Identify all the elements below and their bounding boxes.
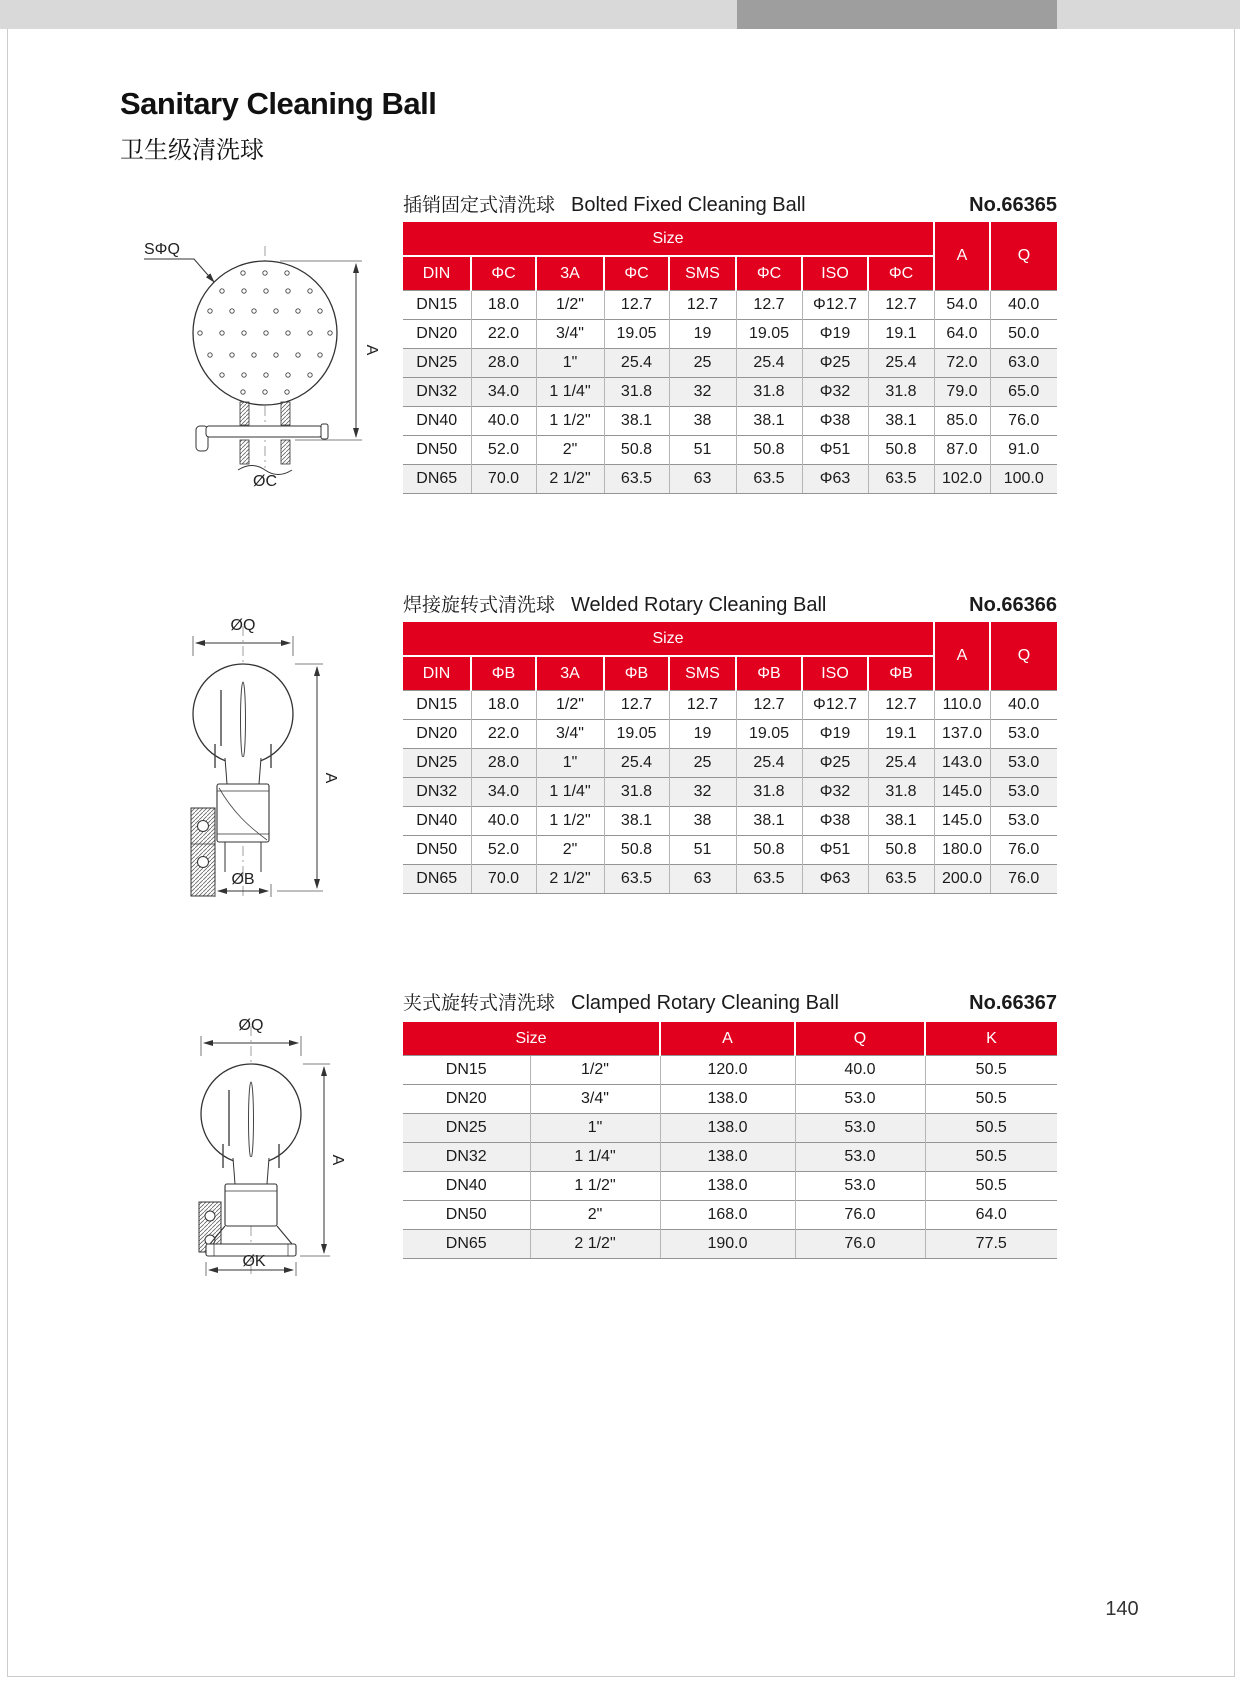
table-cell: 91.0 <box>990 436 1057 465</box>
spec-table-welded-rotary <box>403 622 1057 894</box>
table-cell: DN20 <box>403 720 471 749</box>
table-cell: 53.0 <box>795 1172 925 1201</box>
table-cell: 31.8 <box>604 378 669 407</box>
ball-diameter-label: ØQ <box>230 617 256 634</box>
subheader-phib-4: ΦB <box>868 656 934 691</box>
table-row <box>403 778 1057 807</box>
subheader-iso: ISO <box>802 256 868 291</box>
subheader-din: DIN <box>403 656 471 691</box>
table-cell: Φ38 <box>802 407 868 436</box>
table-cell: DN32 <box>403 778 471 807</box>
slotted-ball-outline <box>193 664 293 764</box>
table-cell: 70.0 <box>471 465 536 494</box>
table-cell: 12.7 <box>604 291 669 320</box>
header-size: Size <box>403 222 934 256</box>
table-cell: 52.0 <box>471 436 536 465</box>
table-cell: 63.5 <box>736 865 802 894</box>
header-a: A <box>934 622 990 691</box>
table-cell: 138.0 <box>660 1172 795 1201</box>
table-cell: 3/4" <box>530 1085 660 1114</box>
header-q: Q <box>795 1022 925 1056</box>
section-title-welded-rotary <box>403 590 1057 617</box>
table-cell: 1 1/4" <box>536 778 604 807</box>
table-cell: 28.0 <box>471 349 536 378</box>
table-cell: 12.7 <box>868 691 934 720</box>
table-cell: 2" <box>536 436 604 465</box>
table-cell: 53.0 <box>990 720 1057 749</box>
table-cell: DN15 <box>403 291 471 320</box>
model-number: No.66367 <box>969 992 1057 1014</box>
table-cell: 12.7 <box>736 691 802 720</box>
table-cell: 38.1 <box>868 807 934 836</box>
table-cell: Φ63 <box>802 865 868 894</box>
subheader-3a: 3A <box>536 256 604 291</box>
page-title: Sanitary Cleaning Ball <box>120 86 437 121</box>
table-cell: 1 1/2" <box>536 807 604 836</box>
subheader-phib-3: ΦB <box>736 656 802 691</box>
table-cell: 190.0 <box>660 1230 795 1259</box>
table-cell: 40.0 <box>990 691 1057 720</box>
table-cell: DN32 <box>403 378 471 407</box>
table-cell: 40.0 <box>990 291 1057 320</box>
table-cell: 25.4 <box>736 749 802 778</box>
table-cell: DN20 <box>403 1085 530 1114</box>
table-cell: DN15 <box>403 1056 530 1085</box>
table-row <box>403 291 1057 320</box>
table-cell: 63 <box>669 465 736 494</box>
table-cell: DN65 <box>403 465 471 494</box>
height-dimension-label: A <box>322 772 339 784</box>
spec-table-bolted-fixed <box>403 222 1057 494</box>
section-title-chinese: 焊接旋转式清洗球 <box>403 595 556 616</box>
table-cell: 25.4 <box>868 749 934 778</box>
table-cell: DN20 <box>403 320 471 349</box>
table-row <box>403 1114 1057 1143</box>
table-cell: Φ51 <box>802 436 868 465</box>
table-cell: 64.0 <box>925 1201 1057 1230</box>
subheader-phic-2: ΦC <box>604 256 669 291</box>
table-row <box>403 807 1057 836</box>
table-cell: Φ32 <box>802 378 868 407</box>
table-cell: 53.0 <box>795 1114 925 1143</box>
table-cell: Φ32 <box>802 778 868 807</box>
table-cell: 3/4" <box>536 720 604 749</box>
page-title-block <box>120 86 436 165</box>
table-cell: 18.0 <box>471 291 536 320</box>
table-cell: 1" <box>536 749 604 778</box>
section-title-english: Welded Rotary Cleaning Ball <box>571 594 827 616</box>
table-row <box>403 1085 1057 1114</box>
table-cell: Φ38 <box>802 807 868 836</box>
model-number: No.66366 <box>969 594 1057 616</box>
table-row <box>403 749 1057 778</box>
table-cell: Φ25 <box>802 349 868 378</box>
table-cell: Φ12.7 <box>802 291 868 320</box>
subheader-phib-2: ΦB <box>604 656 669 691</box>
table-cell: 72.0 <box>934 349 990 378</box>
table-cell: 38.1 <box>604 807 669 836</box>
table-row <box>403 1056 1057 1085</box>
table-row <box>403 720 1057 749</box>
section-title-english: Clamped Rotary Cleaning Ball <box>571 992 839 1014</box>
table-cell: 38.1 <box>736 807 802 836</box>
table-cell: 25 <box>669 349 736 378</box>
table-cell: 51 <box>669 836 736 865</box>
table-cell: 52.0 <box>471 836 536 865</box>
table-cell: 50.8 <box>868 836 934 865</box>
top-header-band-dark-segment <box>737 0 1057 29</box>
header-a: A <box>934 222 990 291</box>
table-cell: 28.0 <box>471 749 536 778</box>
table-cell: 19.05 <box>736 720 802 749</box>
table-cell: Φ12.7 <box>802 691 868 720</box>
table-row <box>403 407 1057 436</box>
table-cell: 138.0 <box>660 1085 795 1114</box>
table-cell: DN25 <box>403 749 471 778</box>
table-cell: 38.1 <box>868 407 934 436</box>
section-title-chinese: 夹式旋转式清洗球 <box>403 993 556 1014</box>
model-number: No.66365 <box>969 194 1057 216</box>
table-cell: 200.0 <box>934 865 990 894</box>
table-cell: 31.8 <box>604 778 669 807</box>
table-cell: 77.5 <box>925 1230 1057 1259</box>
table-cell: 19.05 <box>604 720 669 749</box>
table-cell: 12.7 <box>868 291 934 320</box>
table-cell: DN40 <box>403 1172 530 1201</box>
table-cell: 19.05 <box>736 320 802 349</box>
table-cell: 2 1/2" <box>536 865 604 894</box>
table-cell: 1/2" <box>536 691 604 720</box>
subheader-sms: SMS <box>669 256 736 291</box>
table-cell: 19.1 <box>868 720 934 749</box>
table-cell: DN50 <box>403 836 471 865</box>
height-dimension-label: A <box>363 344 380 356</box>
table-cell: 50.5 <box>925 1114 1057 1143</box>
table-cell: 3/4" <box>536 320 604 349</box>
drawing-bolted-fixed-ball <box>130 228 390 495</box>
table-cell: Φ25 <box>802 749 868 778</box>
page-subtitle-chinese: 卫生级清洗球 <box>120 137 264 164</box>
section-title-chinese: 插销固定式清洗球 <box>403 195 556 216</box>
table-cell: 12.7 <box>669 291 736 320</box>
table-cell: 32 <box>669 778 736 807</box>
table-row <box>403 691 1057 720</box>
table-cell: 12.7 <box>669 691 736 720</box>
height-dimension-label: A <box>329 1154 346 1166</box>
table-cell: 40.0 <box>471 407 536 436</box>
subheader-phic-3: ΦC <box>736 256 802 291</box>
table-cell: 50.5 <box>925 1143 1057 1172</box>
table-row <box>403 1201 1057 1230</box>
subheader-din: DIN <box>403 256 471 291</box>
table-cell: 54.0 <box>934 291 990 320</box>
table-cell: 63.5 <box>868 865 934 894</box>
drawing-clamped-rotary-ball <box>168 1012 393 1285</box>
table-cell: 50.8 <box>736 836 802 865</box>
table-cell: 79.0 <box>934 378 990 407</box>
table-cell: 138.0 <box>660 1143 795 1172</box>
table-cell: 63.5 <box>604 465 669 494</box>
table-cell: 53.0 <box>795 1085 925 1114</box>
table-cell: 1 1/2" <box>530 1172 660 1201</box>
section-title-clamped-rotary <box>403 988 1057 1015</box>
table-cell: 120.0 <box>660 1056 795 1085</box>
table-cell: 100.0 <box>990 465 1057 494</box>
retaining-pin <box>196 424 328 451</box>
table-cell: 2" <box>530 1201 660 1230</box>
table-cell: 76.0 <box>795 1230 925 1259</box>
top-header-band <box>0 0 1240 29</box>
table-cell: Φ63 <box>802 465 868 494</box>
table-cell: Φ19 <box>802 720 868 749</box>
table-cell: 22.0 <box>471 720 536 749</box>
ball-diameter-label: ØQ <box>238 1017 264 1034</box>
table-cell: 50.8 <box>868 436 934 465</box>
table-row <box>403 1230 1057 1259</box>
table-cell: 12.7 <box>736 291 802 320</box>
table-cell: 1 1/2" <box>536 407 604 436</box>
table-cell: 110.0 <box>934 691 990 720</box>
table-cell: 65.0 <box>990 378 1057 407</box>
table-cell: 87.0 <box>934 436 990 465</box>
table-cell: 102.0 <box>934 465 990 494</box>
table-row <box>403 436 1057 465</box>
table-cell: 25.4 <box>604 349 669 378</box>
table-cell: 22.0 <box>471 320 536 349</box>
table-cell: 85.0 <box>934 407 990 436</box>
table-cell: DN65 <box>403 1230 530 1259</box>
pipe-diameter-label: ØC <box>253 473 277 490</box>
table-cell: 1/2" <box>530 1056 660 1085</box>
spec-table-clamped-rotary <box>403 1022 1057 1259</box>
table-cell: 34.0 <box>471 778 536 807</box>
table-cell: 18.0 <box>471 691 536 720</box>
table-cell: 76.0 <box>795 1201 925 1230</box>
table-row <box>403 465 1057 494</box>
table-cell: 19.05 <box>604 320 669 349</box>
subheader-iso: ISO <box>802 656 868 691</box>
drawing-welded-rotary-ball <box>163 612 388 909</box>
table-cell: 50.8 <box>604 436 669 465</box>
table-cell: 53.0 <box>990 749 1057 778</box>
subheader-phic-1: ΦC <box>471 256 536 291</box>
table-cell: DN40 <box>403 807 471 836</box>
table-cell: 168.0 <box>660 1201 795 1230</box>
table-cell: 137.0 <box>934 720 990 749</box>
table-row <box>403 1172 1057 1201</box>
table-cell: 50.0 <box>990 320 1057 349</box>
table-cell: Φ19 <box>802 320 868 349</box>
table-cell: 145.0 <box>934 807 990 836</box>
subheader-sms: SMS <box>669 656 736 691</box>
table-row <box>403 349 1057 378</box>
ferrule-diameter-label: ØK <box>242 1253 266 1270</box>
table-cell: 12.7 <box>604 691 669 720</box>
table-cell: DN50 <box>403 436 471 465</box>
table-cell: 31.8 <box>868 378 934 407</box>
table-cell: DN32 <box>403 1143 530 1172</box>
table-cell: 2" <box>536 836 604 865</box>
table-cell: 76.0 <box>990 865 1057 894</box>
table-cell: 180.0 <box>934 836 990 865</box>
header-size: Size <box>403 1022 660 1056</box>
table-cell: 50.8 <box>736 436 802 465</box>
table-cell: 76.0 <box>990 836 1057 865</box>
table-cell: DN25 <box>403 1114 530 1143</box>
table-cell: 63.0 <box>990 349 1057 378</box>
table-cell: 1 1/4" <box>536 378 604 407</box>
table-cell: 19.1 <box>868 320 934 349</box>
table-cell: 50.5 <box>925 1056 1057 1085</box>
table-cell: 2 1/2" <box>536 465 604 494</box>
table-cell: 25.4 <box>736 349 802 378</box>
table-cell: 53.0 <box>990 778 1057 807</box>
section-title-english: Bolted Fixed Cleaning Ball <box>571 194 806 216</box>
table-cell: 31.8 <box>736 778 802 807</box>
header-a: A <box>660 1022 795 1056</box>
table-cell: 50.5 <box>925 1172 1057 1201</box>
table-cell: 63.5 <box>604 865 669 894</box>
subheader-phib-1: ΦB <box>471 656 536 691</box>
table-cell: 51 <box>669 436 736 465</box>
table-cell: 19 <box>669 720 736 749</box>
table-cell: 38.1 <box>736 407 802 436</box>
table-row <box>403 1143 1057 1172</box>
table-cell: DN65 <box>403 865 471 894</box>
table-cell: 32 <box>669 378 736 407</box>
table-cell: 38 <box>669 807 736 836</box>
table-cell: 25.4 <box>868 349 934 378</box>
table-cell: 64.0 <box>934 320 990 349</box>
header-size: Size <box>403 622 934 656</box>
table-cell: 34.0 <box>471 378 536 407</box>
table-cell: DN25 <box>403 349 471 378</box>
slotted-ball-outline <box>201 1064 301 1164</box>
table-cell: 70.0 <box>471 865 536 894</box>
table-row <box>403 320 1057 349</box>
table-cell: DN40 <box>403 407 471 436</box>
subheader-3a: 3A <box>536 656 604 691</box>
table-cell: 38.1 <box>604 407 669 436</box>
table-cell: 31.8 <box>736 378 802 407</box>
table-cell: 143.0 <box>934 749 990 778</box>
table-cell: 76.0 <box>990 407 1057 436</box>
table-cell: 63 <box>669 865 736 894</box>
table-cell: 31.8 <box>868 778 934 807</box>
table-cell: 1" <box>530 1114 660 1143</box>
table-cell: Φ51 <box>802 836 868 865</box>
header-k: K <box>925 1022 1057 1056</box>
table-cell: 38 <box>669 407 736 436</box>
table-cell: 50.5 <box>925 1085 1057 1114</box>
table-cell: 63.5 <box>736 465 802 494</box>
header-q: Q <box>990 222 1057 291</box>
header-q: Q <box>990 622 1057 691</box>
table-row <box>403 378 1057 407</box>
table-cell: DN50 <box>403 1201 530 1230</box>
section-title-bolted-fixed <box>403 190 1057 217</box>
table-cell: 40.0 <box>795 1056 925 1085</box>
table-cell: 138.0 <box>660 1114 795 1143</box>
subheader-phic-4: ΦC <box>868 256 934 291</box>
table-cell: 145.0 <box>934 778 990 807</box>
table-row <box>403 836 1057 865</box>
table-cell: 63.5 <box>868 465 934 494</box>
table-cell: 53.0 <box>990 807 1057 836</box>
table-cell: 50.8 <box>604 836 669 865</box>
table-cell: DN15 <box>403 691 471 720</box>
table-cell: 1/2" <box>536 291 604 320</box>
table-cell: 53.0 <box>795 1143 925 1172</box>
table-cell: 2 1/2" <box>530 1230 660 1259</box>
table-row <box>403 865 1057 894</box>
table-cell: 1 1/4" <box>530 1143 660 1172</box>
diameter-label: SΦQ <box>144 241 180 258</box>
table-cell: 1" <box>536 349 604 378</box>
page-number: 140 <box>1105 1598 1139 1620</box>
table-cell: 25.4 <box>604 749 669 778</box>
table-cell: 19 <box>669 320 736 349</box>
table-cell: 40.0 <box>471 807 536 836</box>
pipe-diameter-label: ØB <box>231 871 255 888</box>
table-cell: 25 <box>669 749 736 778</box>
